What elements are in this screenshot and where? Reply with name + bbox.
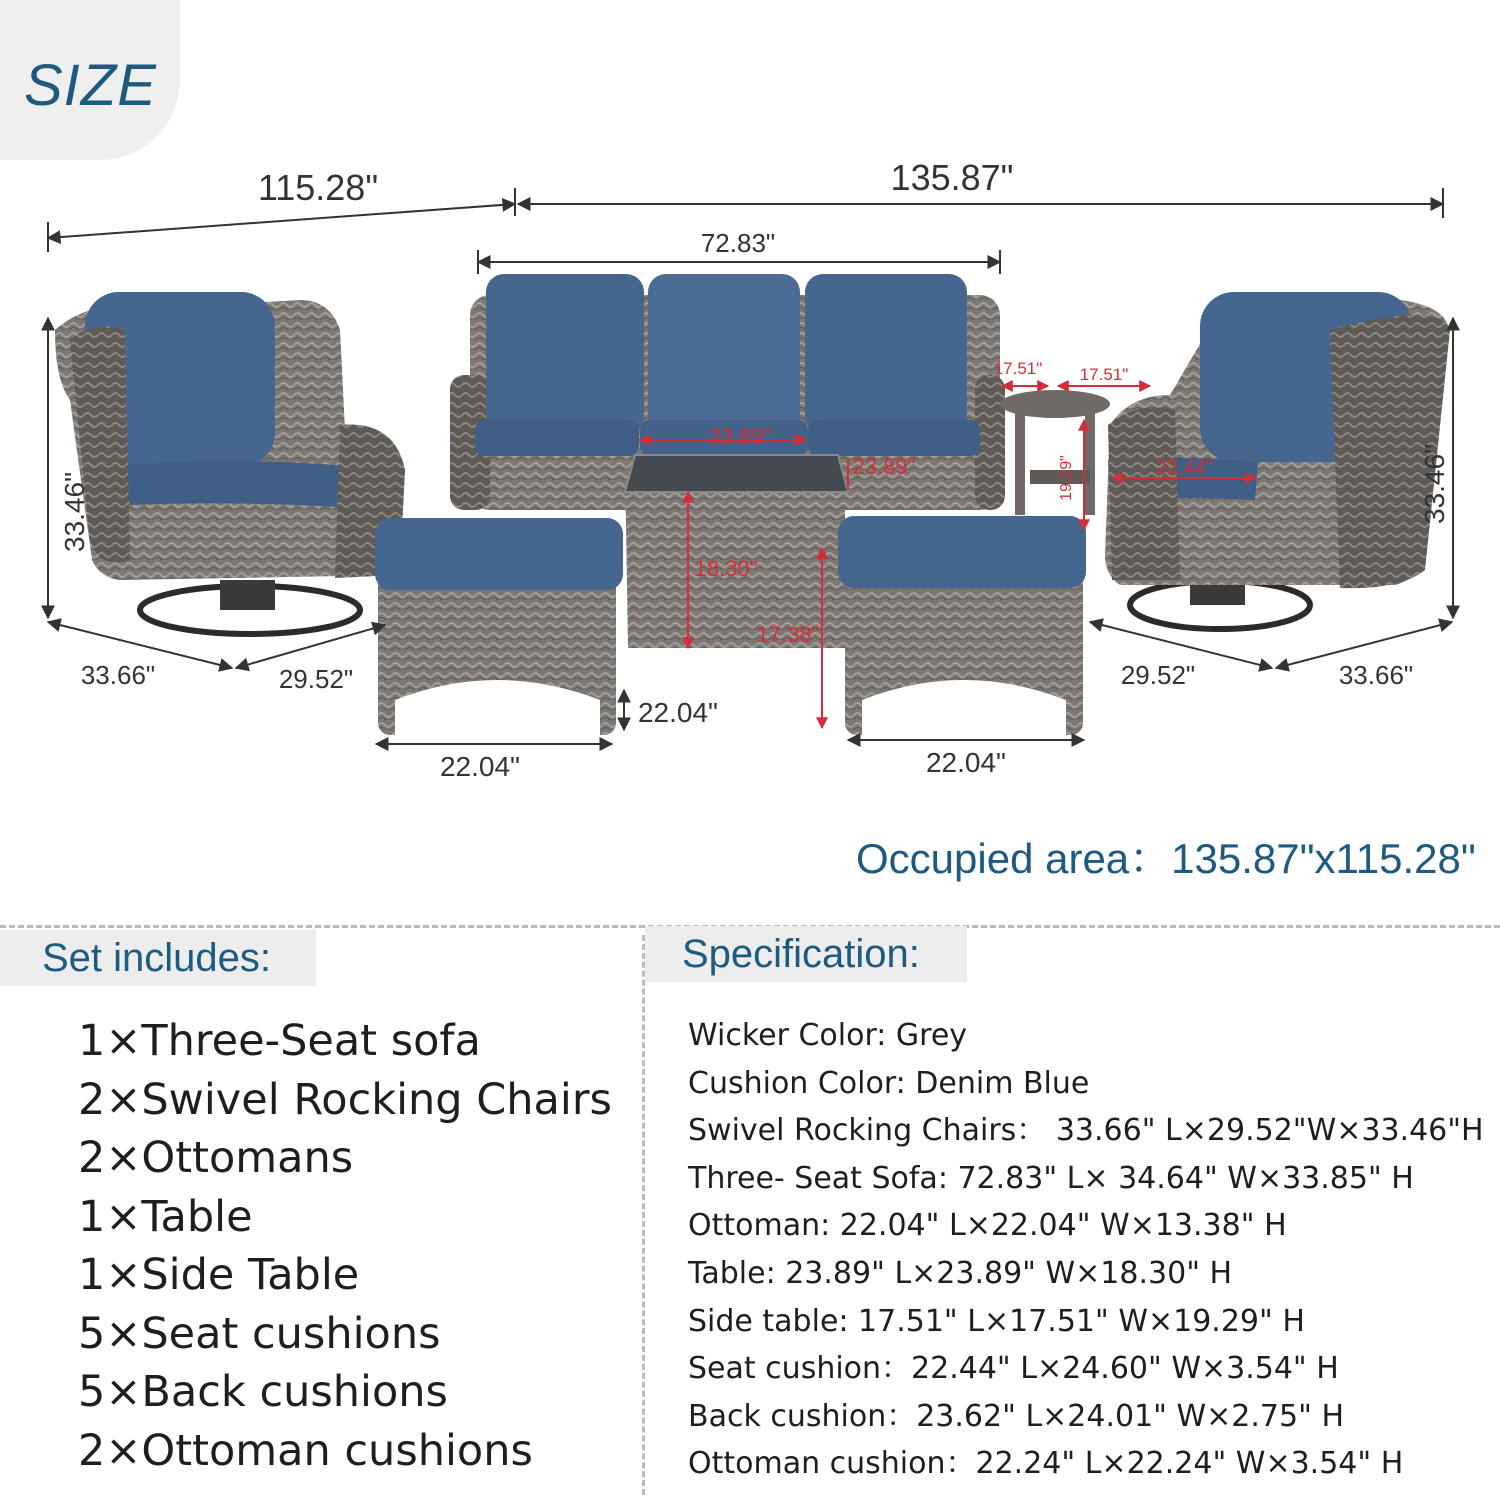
left-chair-width-label: 29.52"	[278, 664, 354, 694]
right-ottoman-length-label: 22.04"	[925, 747, 1007, 778]
set-includes-list	[78, 1012, 612, 1480]
list-item: 1×Table	[78, 1191, 253, 1242]
coffee-table	[625, 455, 848, 648]
vertical-divider	[642, 935, 645, 1495]
right-chair-width-label: 29.52"	[1120, 660, 1196, 690]
left-chair-length-label: 33.66"	[80, 660, 156, 690]
spec-item: Swivel Rocking Chairs： 33.66" L×29.52"W×33.46"H	[688, 1113, 1484, 1149]
left-chair-height-label: 33.46"	[59, 471, 90, 553]
spec-item: Three- Seat Sofa: 72.83" L× 34.64" W×33.85" H	[688, 1160, 1414, 1196]
spec-item: Back cushion：23.62" L×24.01" W×2.75" H	[688, 1398, 1345, 1434]
ottoman-height-label: 22.04"	[637, 697, 719, 728]
overall-width-label: 135.87"	[890, 157, 1014, 198]
sofa-length-label: 72.83"	[700, 228, 776, 258]
right-ottoman	[838, 516, 1086, 735]
list-item: 1×Side Table	[78, 1250, 360, 1300]
page-title: SIZE	[24, 53, 157, 118]
occupied-area-label: Occupied area：135.87"x115.28"	[856, 835, 1476, 882]
table-top-label: 23.89"	[708, 424, 772, 449]
side-table	[1000, 390, 1110, 515]
spec-item: Cushion Color: Denim Blue	[688, 1065, 1090, 1101]
list-item: 2×Ottoman cushions	[78, 1425, 533, 1476]
spec-item: Table: 23.89" L×23.89" W×18.30" H	[688, 1255, 1233, 1291]
spec-item: Ottoman: 22.04" L×22.04" W×13.38" H	[688, 1208, 1287, 1244]
left-ottoman-length-label: 22.04"	[439, 751, 521, 782]
left-swivel-rocking-chair	[55, 292, 405, 634]
table-side-label: 23.89"	[852, 454, 916, 479]
ottoman-seat-height-label: 17.38"	[756, 622, 820, 647]
list-item: 5×Seat cushions	[78, 1308, 441, 1359]
table-height-label: 18.30"	[694, 556, 758, 581]
specification-title: Specification:	[682, 932, 920, 976]
right-chair-length-label: 33.66"	[1338, 660, 1414, 690]
list-item: 1×Three-Seat sofa	[78, 1016, 481, 1066]
set-includes-title: Set includes:	[42, 936, 272, 980]
specification-list	[688, 1012, 1484, 1488]
spec-item: Seat cushion：22.44" L×24.60" W×3.54" H	[688, 1351, 1339, 1387]
list-item: 2×Ottomans	[78, 1133, 354, 1183]
overall-depth-label: 115.28"	[257, 167, 379, 208]
side-table-height-label: 19.29"	[1058, 455, 1075, 501]
list-item: 2×Swivel Rocking Chairs	[78, 1074, 612, 1125]
spec-item: Side table: 17.51" L×17.51" W×19.29" H	[688, 1303, 1305, 1339]
side-table-length-label: 17.51"	[993, 359, 1043, 378]
list-item: 5×Back cushions	[78, 1367, 448, 1417]
left-ottoman	[375, 518, 623, 735]
spec-item: Ottoman cushion：22.24" L×22.24" W×3.54" H	[688, 1446, 1404, 1482]
side-table-width-label: 17.51"	[1079, 365, 1129, 384]
right-chair-height-label: 33.46"	[1419, 443, 1450, 525]
seat-cushion-label: 22.44"	[1155, 457, 1213, 479]
overall-depth-line	[48, 204, 515, 238]
spec-item: Wicker Color: Grey	[688, 1018, 968, 1053]
